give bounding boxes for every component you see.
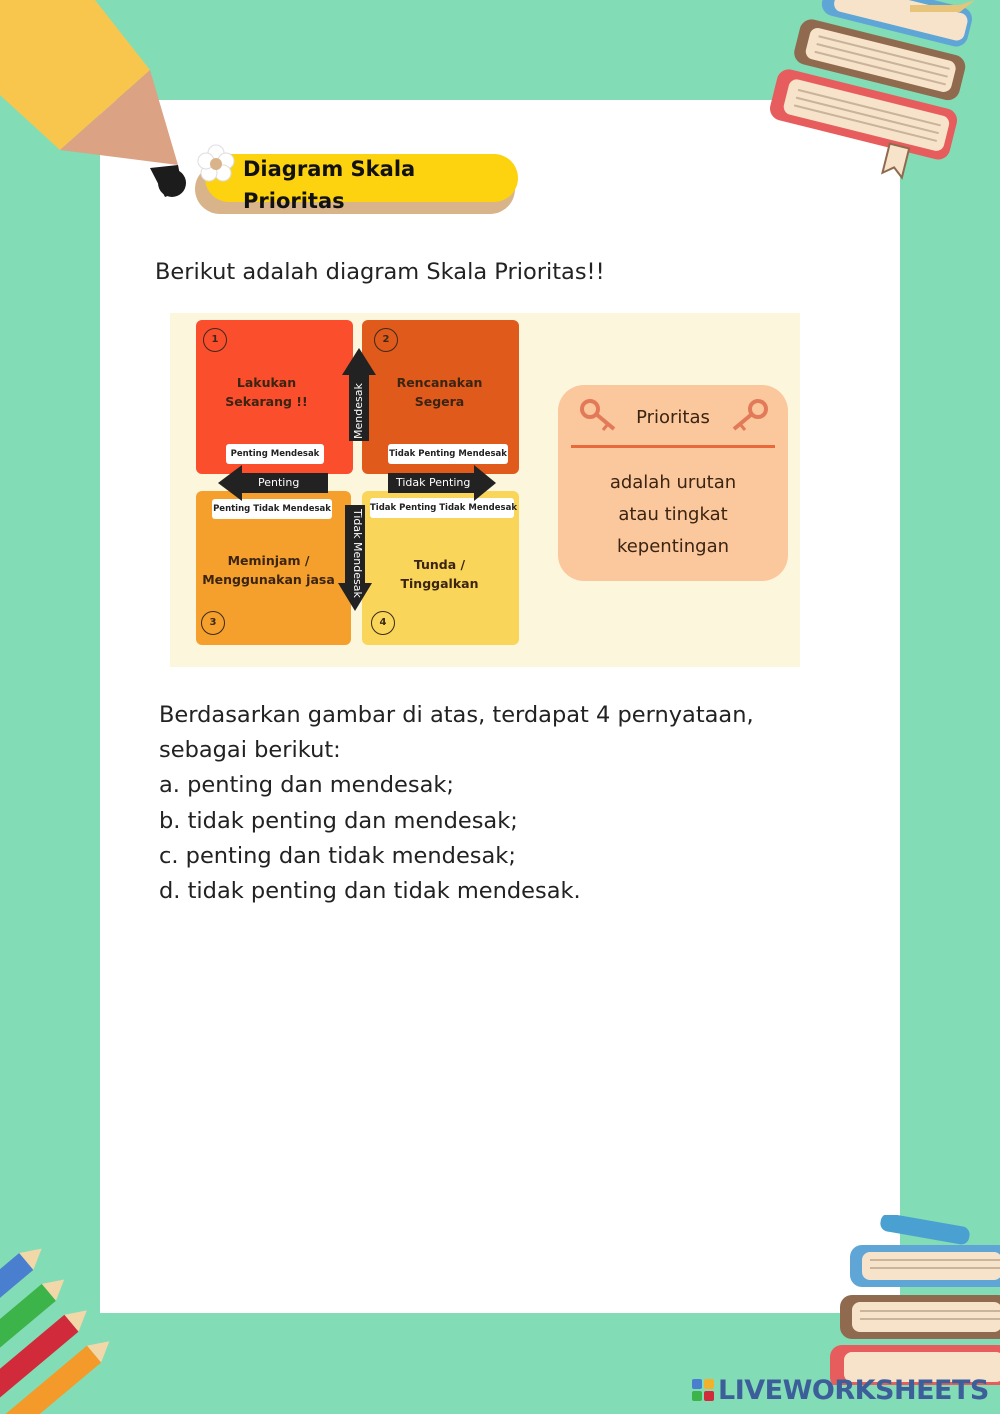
priority-diagram — [170, 313, 800, 667]
tag-tidak-penting-tidak-mendesak: Tidak Penting Tidak Mendesak — [370, 498, 514, 518]
card-body-line1: adalah urutan — [609, 472, 737, 493]
page-title — [243, 153, 503, 217]
arrow-right-label: Tidak Penting — [396, 476, 471, 489]
quadrant-4-number: 4 — [371, 611, 395, 635]
tag-penting-mendesak: Penting Mendesak — [226, 444, 324, 464]
arrow-left-label: Penting — [258, 476, 300, 489]
statement-item: b. tidak penting dan mendesak; — [159, 807, 518, 834]
liveworksheets-logo-icon — [692, 1379, 714, 1401]
quadrant-2-number: 2 — [374, 328, 398, 352]
liveworksheets-watermark — [692, 1374, 989, 1406]
watermark-text: LIVEWORKSHEETS — [718, 1374, 989, 1406]
card-body — [568, 467, 778, 563]
quadrant-4-label-line2: Tinggalkan — [400, 576, 479, 591]
paragraph-line2: sebagai berikut: — [159, 737, 341, 764]
card-body-line3: kepentingan — [616, 536, 730, 557]
statement-item: c. penting dan tidak mendesak; — [159, 842, 516, 869]
quadrant-3-label-line2: Menggunakan jasa — [202, 572, 335, 587]
quadrant-4-label-line1: Tunda / — [413, 557, 466, 572]
intro-text: Berikut adalah diagram Skala Prioritas!! — [155, 259, 605, 285]
arrow-down-label: Tidak Mendesak — [351, 509, 364, 598]
key-icon — [580, 399, 620, 433]
statement-item: d. tidak penting dan tidak mendesak. — [159, 878, 581, 905]
definition-card — [558, 385, 788, 581]
quadrant-2-label-line1: Rencanakan — [396, 375, 483, 390]
card-body-line2: atau tingkat — [618, 504, 728, 525]
pencil-icon — [0, 0, 200, 205]
page-title-line1: Diagram Skala — [243, 157, 416, 181]
quadrant-3-number: 3 — [201, 611, 225, 635]
paragraph-line1: Berdasarkan gambar di atas, terdapat 4 pernyataan, — [159, 702, 754, 728]
books-stack-icon — [830, 1215, 1000, 1385]
quadrant-1-number: 1 — [203, 328, 227, 352]
flower-icon — [196, 144, 236, 184]
card-title: Prioritas — [636, 407, 710, 428]
page-title-line2: Prioritas — [243, 189, 345, 213]
quadrant-3-label-line1: Meminjam / — [227, 553, 310, 568]
colored-pencils-icon — [0, 1220, 160, 1414]
books-stack-icon — [760, 0, 1000, 210]
quadrant-2-label-line2: Segera — [414, 394, 465, 409]
tag-penting-tidak-mendesak: Penting Tidak Mendesak — [212, 499, 332, 519]
tag-tidak-penting-mendesak: Tidak Penting Mendesak — [388, 444, 508, 464]
quadrant-1-label-line1: Lakukan — [236, 375, 297, 390]
card-divider — [571, 445, 775, 448]
key-icon — [728, 399, 768, 433]
statements-paragraph — [159, 698, 754, 909]
statement-item: a. penting dan mendesak; — [159, 772, 454, 799]
quadrant-1-label-line2: Sekarang !! — [225, 394, 308, 409]
arrow-up-label: Mendesak — [352, 383, 365, 439]
